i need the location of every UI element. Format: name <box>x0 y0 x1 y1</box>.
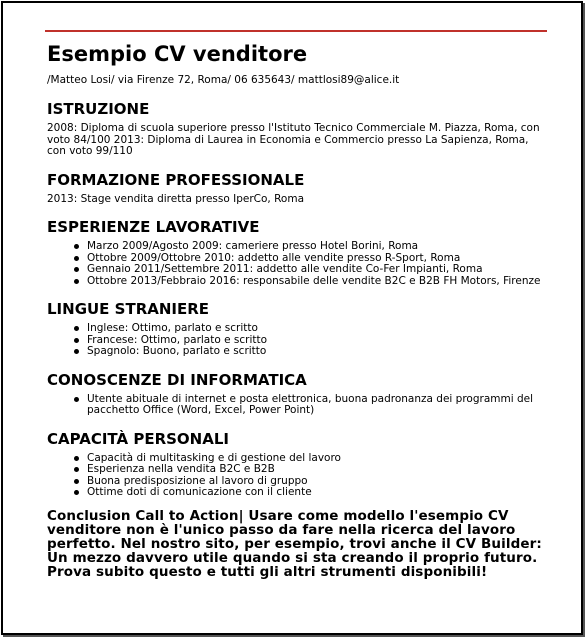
accent-rule <box>45 30 547 32</box>
lingue-list <box>47 323 547 358</box>
cv-page <box>1 1 583 635</box>
heading-lingue: LINGUE STRANIERE <box>47 300 210 318</box>
heading-formazione: FORMAZIONE PROFESSIONALE <box>47 170 305 189</box>
capacita-list <box>47 453 547 499</box>
heading-istruzione: ISTRUZIONE <box>47 100 150 118</box>
list-item: Esperienza nella vendita B2C e B2B <box>87 464 547 476</box>
heading-capacita: CAPACITÀ PERSONALI <box>47 429 229 448</box>
istruzione-text: 2008: Diploma di scuola superiore presso l'Istituto Tecnico Commerciale M. Piazza, Roma, con voto 84/100 2013: Diploma di Laurea in Economia e Commercio presso La Sapienza, Roma, con voto 99/110 <box>47 122 540 157</box>
list-item: Spagnolo: Buono, parlato e scritto <box>87 346 547 358</box>
list-item: Ottobre 2009/Ottobre 2010: addetto alle vendite presso R-Sport, Roma <box>87 253 547 265</box>
list-item: Utente abituale di internet e posta elettronica, buona padronanza dei programmi del pacchetto Office (Word, Excel, Power Point) <box>87 394 547 417</box>
heading-informatica: CONOSCENZE DI INFORMATICA <box>47 370 307 389</box>
formazione-text: 2013: Stage vendita diretta presso IperCo, Roma <box>47 192 305 205</box>
list-item: Marzo 2009/Agosto 2009: cameriere presso Hotel Borini, Roma <box>87 241 547 253</box>
cv-title: Esempio CV venditore <box>47 42 308 66</box>
list-item: Capacità di multitasking e di gestione del lavoro <box>87 453 547 465</box>
informatica-list <box>47 394 547 417</box>
call-to-action: Conclusion Call to Action| Usare come modello l'esempio CV venditore non è l'unico passo da fare nella ricerca del lavoro perfetto. Nel nostro sito, per esempio, trovi anche il CV Builder: Un mezzo davvero utile quando si sta creando il proprio futuro. Prova subito questo e tutti gli altri strumenti disponibili! <box>47 507 542 580</box>
cv-content <box>47 41 547 579</box>
list-item: Buona predisposizione al lavoro di gruppo <box>87 476 547 488</box>
list-item: Inglese: Ottimo, parlato e scritto <box>87 323 547 335</box>
list-item: Ottime doti di comunicazione con il cliente <box>87 487 547 499</box>
contact-line: /Matteo Losi/ via Firenze 72, Roma/ 06 635643/ mattlosi89@alice.it <box>47 74 400 86</box>
list-item: Gennaio 2011/Settembre 2011: addetto alle vendite Co-Fer Impianti, Roma <box>87 264 547 276</box>
heading-esperienze: ESPERIENZE LAVORATIVE <box>47 218 260 236</box>
list-item: Ottobre 2013/Febbraio 2016: responsabile delle vendite B2C e B2B FH Motors, Firenze <box>87 276 547 288</box>
list-item: Francese: Ottimo, parlato e scritto <box>87 335 547 347</box>
esperienze-list <box>47 241 547 287</box>
